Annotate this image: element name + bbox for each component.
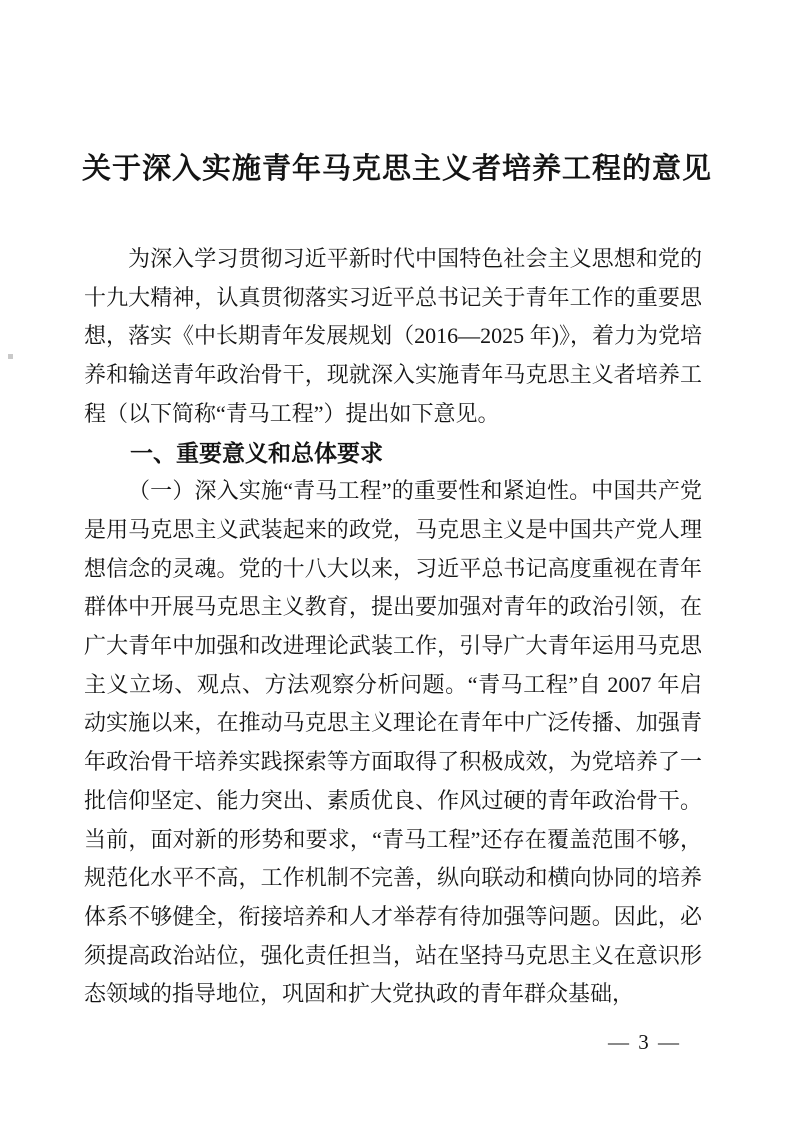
page-number: — 3 —	[608, 1030, 681, 1054]
document-body	[84, 240, 702, 1014]
paragraph-section-one: （一）深入实施“青马工程”的重要性和紧迫性。中国共产党是用马克思主义武装起来的政党，马克思主义是中国共产党人理想信念的灵魂。党的十八大以来，习近平总书记高度重视在青年群体中开展马克思主义教育，提出要加强对青年的政治引领，在广大青年中加强和改进理论武装工作，引导广大青年运用马克思主义立场、观点、方法观察分析问题。“青马工程”自 2007 年启动实施以来，在推动马克思主义理论在青年中广泛传播、加强青年政治骨干培养实践探索等方面取得了积极成效，为党培养了一批信仰坚定、能力突出、素质优良、作风过硬的青年政治骨干。当前，面对新的形势和要求，“青马工程”还存在覆盖范围不够，规范化水平不高，工作机制不完善，纵向联动和横向协同的培养体系不够健全，衔接培养和人才举荐有待加强等问题。因此，必须提高政治站位，强化责任担当，站在坚持马克思主义在意识形态领域的指导地位，巩固和扩大党执政的青年群众基础，	[84, 478, 702, 1007]
document-title: 关于深入实施青年马克思主义者培养工程的意见	[81, 153, 712, 185]
section-heading: 一、重要意义和总体要求	[130, 439, 383, 466]
scan-artifact	[8, 354, 13, 359]
paragraph-intro: 为深入学习贯彻习近平新时代中国特色社会主义思想和党的十九大精神，认真贯彻落实习近平总书记关于青年工作的重要思想，落实《中长期青年发展规划（2016—2025 年)》，着力为党培养和输送青年政治骨干，现就深入实施青年马克思主义者培养工程（以下简称“青马工程”）提出如下意见。	[84, 246, 702, 426]
